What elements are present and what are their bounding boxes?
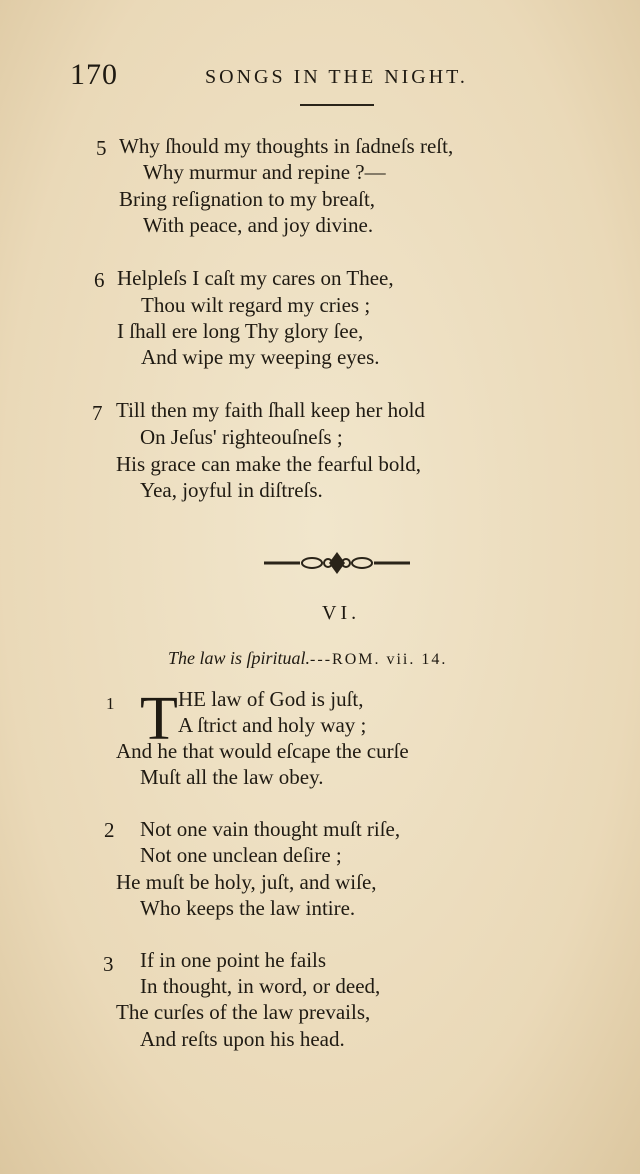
hymn-number: VI. — [322, 602, 361, 624]
verse-line: The curſes of the law prevails, — [116, 1000, 371, 1024]
verse-line: Why ſhould my thoughts in ſadneſs reſt, — [119, 134, 454, 158]
verse-line: And wipe my weeping eyes. — [141, 345, 380, 369]
stanza-number: 7 — [92, 401, 103, 425]
verse-line: And reſts upon his head. — [140, 1027, 345, 1051]
stanza-number: 1 — [106, 694, 115, 713]
page-number: 170 — [70, 58, 118, 91]
verse-line: Bring reſignation to my breaſt, — [119, 187, 376, 211]
verse-line: Who keeps the law intire. — [140, 896, 356, 920]
stanza-number: 3 — [103, 952, 114, 976]
verse-line: And he that would eſcape the curſe — [116, 739, 409, 763]
verse-line: HE law of God is juſt, — [178, 687, 364, 711]
subtitle-text: The law is ſpiritual. — [168, 648, 311, 668]
stanza-number: 5 — [96, 136, 107, 160]
hymn-subtitle — [168, 648, 447, 669]
verse-line: Thou wilt regard my cries ; — [141, 293, 371, 317]
verse-line: Yea, joyful in diſtreſs. — [140, 478, 323, 502]
running-title: SONGS IN THE NIGHT. — [205, 66, 468, 88]
verse-line: His grace can make the fearful bold, — [116, 452, 421, 476]
verse-line: Not one vain thought muſt riſe, — [140, 817, 401, 841]
header-rule — [300, 104, 374, 106]
verse-line: Helpleſs I caſt my cares on Thee, — [117, 266, 394, 290]
verse-line: Not one unclean deſire ; — [140, 843, 342, 867]
verse-line: He muſt be holy, juſt, and wiſe, — [116, 870, 377, 894]
ornament-divider-icon — [262, 548, 412, 578]
verse-line: Till then my faith ſhall keep her hold — [116, 398, 425, 422]
drop-cap: T — [140, 685, 178, 753]
stanza-number: 2 — [104, 818, 115, 842]
verse-line: Muſt all the law obey. — [140, 765, 324, 789]
page-header — [0, 58, 640, 98]
verse-line: If in one point he fails — [140, 948, 327, 972]
verse-line: Why murmur and repine ?— — [143, 160, 386, 184]
verse-line: In thought, in word, or deed, — [140, 974, 381, 998]
scripture-reference: ---ROM. vii. 14. — [310, 651, 448, 668]
stanza-number: 6 — [94, 268, 105, 292]
verse-line: I ſhall ere long Thy glory ſee, — [117, 319, 364, 343]
verse-line: A ſtrict and holy way ; — [178, 713, 367, 737]
verse-line: On Jeſus' righteouſneſs ; — [140, 425, 343, 449]
verse-line: With peace, and joy divine. — [143, 213, 374, 237]
